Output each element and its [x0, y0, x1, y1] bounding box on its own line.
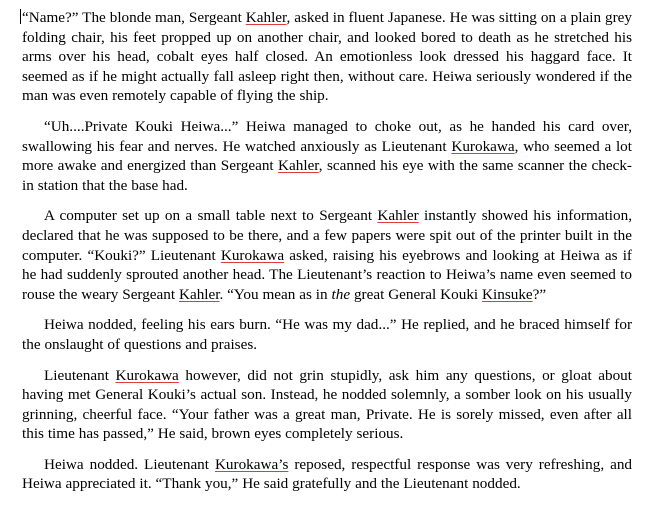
paragraph [22, 366, 632, 444]
italic-text: the [331, 285, 351, 303]
text-run: , who seemed a lot more awake and energized than Sergeant [22, 137, 632, 175]
text-run: Lieutenant [44, 366, 116, 384]
spellcheck-word[interactable]: Kinsuke [482, 285, 533, 303]
text-run: instantly showed his information, declared that he was supposed to be there, and a few papers were spit out of the printer built in the computer. “Kouki?” Lieutenant [22, 207, 632, 264]
text-run: Heiwa nodded, feeling his ears burn. “He was my dad...” He replied, and he braced himself for the onslaught of questions and praises. [22, 316, 632, 353]
text-run: great General Kouki [350, 285, 483, 303]
spellcheck-word[interactable]: Kahler [245, 9, 287, 26]
text-run: Heiwa nodded. Lieutenant [44, 455, 215, 473]
text-run: ?” [532, 285, 547, 303]
paragraph [22, 117, 632, 195]
paragraph [22, 315, 632, 354]
spellcheck-word[interactable]: Kurokawa [115, 366, 179, 384]
paragraph [22, 206, 632, 304]
paragraph [22, 8, 632, 106]
paragraph [22, 455, 632, 494]
spellcheck-word[interactable]: Kurokawa [451, 137, 515, 155]
text-run: A computer set up on a small table next to Sergeant [44, 207, 378, 225]
text-cursor [20, 9, 21, 24]
document-body[interactable] [22, 8, 632, 494]
spellcheck-word[interactable]: Kahler [179, 285, 220, 303]
text-run: asked, raising his eyebrows and looking at Heiwa as if he had suddenly sprouted another head. The Lieutenant’s reaction to Heiwa’s name even seemed to rouse the weary Sergeant [22, 246, 632, 303]
text-run: , asked in fluent Japanese. He was sitting on a plain grey folding chair, his feet propped up on another chair, and looked bored to death as he stretched his arms over his head, cobalt eyes half closed. An emotionless look dressed his haggard face. It seemed as if he might actually fall asleep right then, without care. Heiwa seriously wondered if the man was even remotely capable of flying the ship. [22, 9, 632, 105]
spellcheck-word[interactable]: Kurokawa [220, 246, 285, 264]
spellcheck-word[interactable]: Kahler [278, 157, 319, 175]
text-run: “Name?” The blonde man, Sergeant [22, 9, 246, 26]
text-run: reposed, respectful response was very refreshing, and Heiwa appreciated it. “Thank you,” He said gratefully and the Lieutenant nodded. [22, 455, 633, 493]
text-run: however, did not grin stupidly, ask him any questions, or gloat about having met General Kouki’s actual son. Instead, he nodded solemnly, a somber look on his usually grinning, cheerful face. “Your father was a great man, Private. He is sorely missed, even after all this time has passed,” He said, brown eyes completely serious. [22, 366, 632, 443]
text-run: . “You mean as in [219, 285, 332, 303]
text-run: “Uh....Private Kouki Heiwa...” Heiwa managed to choke out, as he handed his card over, swallowing his fear and nerves. He watched anxiously as Lieutenant [22, 117, 632, 155]
spellcheck-word[interactable]: Kurokawa’s [214, 455, 289, 473]
spellcheck-word[interactable]: Kahler [377, 207, 419, 225]
text-run: , scanned his eye with the same scanner the check-in station that the base had. [22, 157, 632, 194]
